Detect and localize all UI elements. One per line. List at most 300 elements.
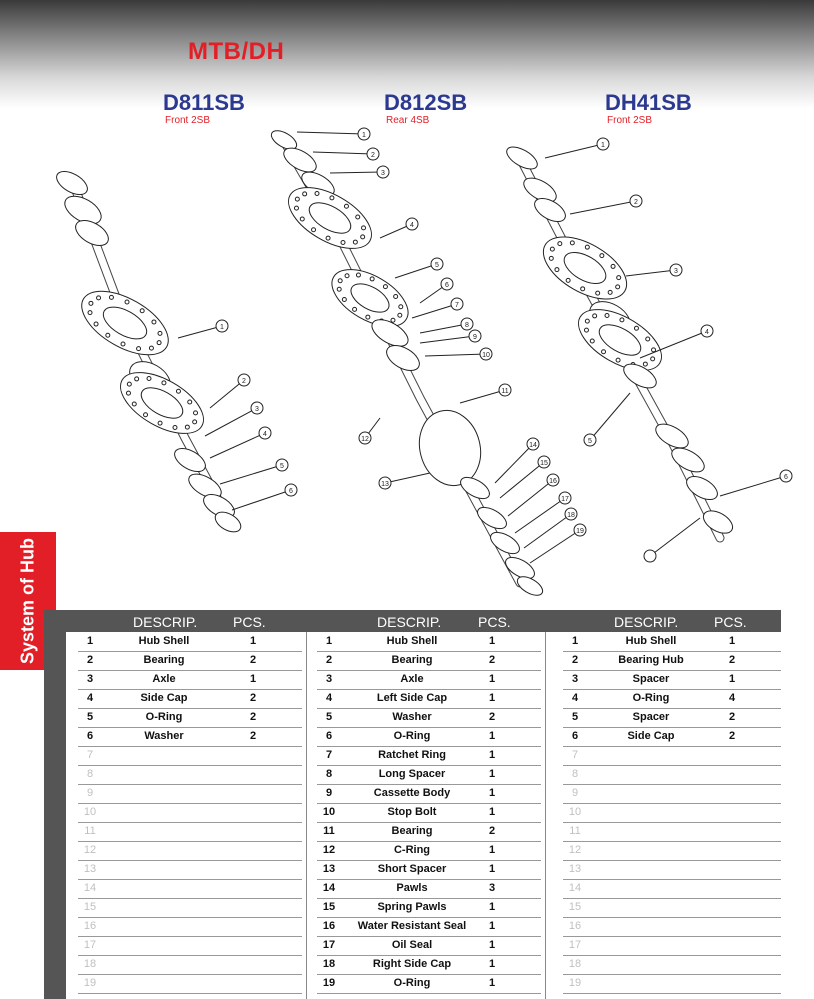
part-description: Spacer bbox=[632, 711, 670, 723]
bolt-hole bbox=[570, 241, 574, 245]
callout-leader bbox=[570, 201, 636, 214]
part-number: 10 bbox=[83, 806, 97, 818]
callout-leader bbox=[460, 390, 505, 403]
part-number: 16 bbox=[83, 920, 97, 932]
part-description: Spring Pawls bbox=[377, 901, 447, 913]
callout-number: 3 bbox=[674, 268, 678, 275]
table-row bbox=[563, 974, 781, 994]
bolt-hole bbox=[157, 341, 161, 345]
part-number: 19 bbox=[568, 977, 582, 989]
table-row bbox=[563, 784, 781, 804]
part-number: 19 bbox=[83, 977, 97, 989]
bolt-hole bbox=[88, 311, 92, 315]
bolt-hole bbox=[356, 273, 360, 277]
bolt-hole bbox=[361, 235, 365, 239]
part-pcs: 1 bbox=[488, 863, 496, 875]
col-header-pcs: PCS. bbox=[714, 614, 747, 630]
table-row bbox=[78, 974, 302, 994]
part-pcs: 1 bbox=[488, 920, 496, 932]
callout-number: 19 bbox=[576, 528, 584, 535]
bolt-hole bbox=[173, 426, 177, 430]
callout-leader bbox=[220, 465, 282, 484]
part-number: 14 bbox=[322, 882, 336, 894]
bolt-hole bbox=[126, 391, 130, 395]
bolt-hole bbox=[643, 362, 647, 366]
part-number: 14 bbox=[568, 882, 582, 894]
part-number: 8 bbox=[571, 768, 579, 780]
table-row bbox=[78, 746, 302, 766]
callout-leader bbox=[330, 172, 383, 173]
side-tab-label: System of Hub bbox=[17, 537, 38, 665]
model-name: D811SB bbox=[163, 90, 245, 115]
table-row bbox=[78, 860, 302, 880]
table-row bbox=[563, 822, 781, 842]
part-number: 7 bbox=[571, 749, 579, 761]
table-row bbox=[317, 822, 541, 842]
part-pcs: 2 bbox=[249, 692, 257, 704]
bolt-hole bbox=[135, 377, 139, 381]
bolt-hole bbox=[121, 342, 125, 346]
callout-leader bbox=[412, 304, 457, 318]
bolt-hole bbox=[611, 264, 615, 268]
bolt-hole bbox=[125, 300, 129, 304]
part-number: 10 bbox=[568, 806, 582, 818]
part-number: 9 bbox=[325, 787, 333, 799]
part-description: Bearing bbox=[391, 654, 433, 666]
part-pcs: 1 bbox=[488, 901, 496, 913]
col-header-descrip: DESCRIP. bbox=[614, 614, 679, 630]
bolt-hole bbox=[147, 376, 151, 380]
table-row bbox=[78, 632, 302, 652]
callout-number: 18 bbox=[567, 512, 575, 519]
part-number: 13 bbox=[568, 863, 582, 875]
part-pcs: 2 bbox=[249, 654, 257, 666]
callout-leader bbox=[205, 408, 257, 436]
part-description: Oil Seal bbox=[391, 939, 433, 951]
part-number: 8 bbox=[325, 768, 333, 780]
col-header-pcs: PCS. bbox=[233, 614, 266, 630]
table-row bbox=[317, 860, 541, 880]
cassette-body bbox=[411, 404, 489, 493]
bolt-hole bbox=[137, 347, 141, 351]
part-number: 12 bbox=[83, 844, 97, 856]
part-number: 9 bbox=[86, 787, 94, 799]
diagram-dh41sb bbox=[503, 138, 792, 562]
part-description: Water Resistant Seal bbox=[357, 920, 467, 932]
table-row bbox=[317, 632, 541, 652]
bolt-hole bbox=[300, 217, 304, 221]
bolt-hole bbox=[602, 350, 606, 354]
bolt-hole bbox=[399, 305, 403, 309]
bolt-hole bbox=[600, 254, 604, 258]
bolt-hole bbox=[294, 206, 298, 210]
bolt-hole bbox=[295, 197, 299, 201]
bolt-hole bbox=[605, 313, 609, 317]
callout-circle bbox=[644, 550, 656, 562]
bolt-hole bbox=[345, 274, 349, 278]
callout-number: 8 bbox=[465, 322, 469, 329]
bolt-hole bbox=[549, 256, 553, 260]
bolt-hole bbox=[158, 421, 162, 425]
bolt-hole bbox=[193, 420, 197, 424]
table-divider bbox=[306, 632, 307, 999]
part-pcs: 1 bbox=[488, 635, 496, 647]
part-number: 2 bbox=[86, 654, 94, 666]
callout-leader bbox=[210, 380, 244, 408]
part-description: Side Cap bbox=[140, 692, 188, 704]
callout-leader bbox=[210, 433, 265, 458]
table-row bbox=[317, 936, 541, 956]
part-number: 13 bbox=[322, 863, 336, 875]
part-description: Long Spacer bbox=[378, 768, 446, 780]
callout-number: 6 bbox=[445, 282, 449, 289]
table-row bbox=[78, 727, 302, 747]
part-description: Axle bbox=[152, 673, 176, 685]
part-number: 17 bbox=[322, 939, 336, 951]
table-row bbox=[563, 955, 781, 975]
part-number: 16 bbox=[322, 920, 336, 932]
part-number: 1 bbox=[325, 635, 333, 647]
callout-number: 16 bbox=[549, 478, 557, 485]
table-row bbox=[563, 727, 781, 747]
section-title: MTB/DH bbox=[188, 38, 285, 65]
table-row bbox=[78, 955, 302, 975]
part-number: 7 bbox=[325, 749, 333, 761]
callout-leader bbox=[420, 324, 467, 333]
callout-leader bbox=[232, 490, 291, 510]
callout-leader bbox=[385, 473, 430, 483]
table-row bbox=[317, 803, 541, 823]
table-row bbox=[78, 822, 302, 842]
bolt-hole bbox=[616, 358, 620, 362]
table-row bbox=[317, 974, 541, 994]
part-pcs: 3 bbox=[488, 882, 496, 894]
table-row bbox=[78, 917, 302, 937]
callout-leader bbox=[530, 530, 580, 563]
callout-number: 6 bbox=[784, 474, 788, 481]
bolt-hole bbox=[391, 318, 395, 322]
bolt-hole bbox=[341, 241, 345, 245]
part-number: 12 bbox=[568, 844, 582, 856]
callout-number: 3 bbox=[381, 170, 385, 177]
part-description: Bearing bbox=[143, 654, 185, 666]
part-description: Cassette Body bbox=[373, 787, 451, 799]
callout-number: 6 bbox=[289, 488, 293, 495]
bolt-hole bbox=[89, 301, 93, 305]
callout-leader bbox=[545, 144, 603, 158]
part-number: 15 bbox=[568, 901, 582, 913]
part-pcs: 2 bbox=[728, 730, 736, 742]
table-row bbox=[563, 917, 781, 937]
part-description: Ratchet Ring bbox=[378, 749, 446, 761]
bolt-hole bbox=[149, 346, 153, 350]
bolt-hole bbox=[585, 319, 589, 323]
callout-number: 15 bbox=[540, 460, 548, 467]
bolt-hole bbox=[646, 337, 650, 341]
table-row bbox=[78, 841, 302, 861]
callout-leader bbox=[524, 514, 571, 548]
part-number: 4 bbox=[571, 692, 579, 704]
part-description: Bearing bbox=[391, 825, 433, 837]
callout-number: 9 bbox=[473, 334, 477, 341]
table-row bbox=[563, 879, 781, 899]
part-number: 18 bbox=[322, 958, 336, 970]
callout-number: 17 bbox=[561, 496, 569, 503]
part-description: Axle bbox=[400, 673, 424, 685]
bolt-hole bbox=[127, 382, 131, 386]
part-number: 18 bbox=[83, 958, 97, 970]
table-row bbox=[317, 841, 541, 861]
callout-leader bbox=[297, 132, 364, 134]
bolt-hole bbox=[651, 357, 655, 361]
table-row bbox=[563, 746, 781, 766]
bolt-hole bbox=[634, 326, 638, 330]
part-description: Short Spacer bbox=[377, 863, 447, 875]
part-number: 11 bbox=[569, 825, 581, 837]
bolt-hole bbox=[315, 191, 319, 195]
diagram-d811sb bbox=[53, 167, 297, 536]
table-row bbox=[78, 670, 302, 690]
bolt-hole bbox=[616, 285, 620, 289]
part-pcs: 1 bbox=[488, 692, 496, 704]
bolt-hole bbox=[353, 307, 357, 311]
table-row bbox=[78, 879, 302, 899]
part-pcs: 1 bbox=[728, 635, 736, 647]
part-number: 1 bbox=[571, 635, 579, 647]
bolt-hole bbox=[162, 381, 166, 385]
part-number: 5 bbox=[325, 711, 333, 723]
table-row bbox=[317, 784, 541, 804]
table-row bbox=[78, 689, 302, 709]
bolt-hole bbox=[383, 285, 387, 289]
callout-number: 11 bbox=[501, 388, 509, 395]
table-row bbox=[317, 898, 541, 918]
table-row bbox=[317, 765, 541, 785]
bolt-hole bbox=[596, 291, 600, 295]
part-pcs: 2 bbox=[488, 711, 496, 723]
callout-number: 14 bbox=[529, 442, 537, 449]
part-description: Bearing Hub bbox=[618, 654, 684, 666]
part-pcs: 2 bbox=[488, 654, 496, 666]
bolt-hole bbox=[152, 320, 156, 324]
table-row bbox=[317, 651, 541, 671]
bolt-hole bbox=[617, 276, 621, 280]
table-row bbox=[563, 803, 781, 823]
bolt-hole bbox=[132, 402, 136, 406]
table-row bbox=[317, 727, 541, 747]
bolt-hole bbox=[176, 389, 180, 393]
bolt-hole bbox=[94, 322, 98, 326]
bolt-hole bbox=[144, 413, 148, 417]
callout-number: 4 bbox=[410, 222, 414, 229]
table-row bbox=[317, 670, 541, 690]
part-number: 14 bbox=[83, 882, 97, 894]
bolt-hole bbox=[652, 348, 656, 352]
bolt-hole bbox=[353, 240, 357, 244]
callout-leader bbox=[515, 498, 565, 533]
bolt-hole bbox=[188, 400, 192, 404]
table-left-bar bbox=[44, 610, 66, 999]
part-pcs: 1 bbox=[488, 673, 496, 685]
table-row bbox=[563, 860, 781, 880]
part-description: Hub Shell bbox=[625, 635, 677, 647]
part-pcs: 2 bbox=[728, 711, 736, 723]
table-row bbox=[563, 689, 781, 709]
bolt-hole bbox=[620, 318, 624, 322]
callout-leader bbox=[313, 152, 373, 154]
bolt-hole bbox=[593, 314, 597, 318]
callout-number: 12 bbox=[361, 436, 369, 443]
part-number: 4 bbox=[86, 692, 94, 704]
part-pcs: 1 bbox=[488, 730, 496, 742]
part-number: 1 bbox=[86, 635, 94, 647]
col-header-descrip: DESCRIP. bbox=[133, 614, 198, 630]
table-row bbox=[78, 803, 302, 823]
callout-leader bbox=[720, 476, 786, 496]
bolt-hole bbox=[303, 192, 307, 196]
callout-number: 3 bbox=[255, 406, 259, 413]
bolt-hole bbox=[550, 247, 554, 251]
part-number: 17 bbox=[83, 939, 97, 951]
table-row bbox=[563, 670, 781, 690]
table-row bbox=[78, 784, 302, 804]
callout-leader bbox=[650, 518, 700, 556]
table-row bbox=[317, 689, 541, 709]
part-number: 2 bbox=[571, 654, 579, 666]
part-number: 16 bbox=[568, 920, 582, 932]
part-number: 6 bbox=[86, 730, 94, 742]
part-number: 10 bbox=[322, 806, 336, 818]
part-description: C-Ring bbox=[393, 844, 431, 856]
model-name: DH41SB bbox=[605, 90, 692, 115]
bolt-hole bbox=[158, 331, 162, 335]
callout-number: 7 bbox=[455, 302, 459, 309]
callout-number: 2 bbox=[634, 199, 638, 206]
table-row bbox=[563, 765, 781, 785]
part-number: 15 bbox=[322, 901, 336, 913]
seal-ring bbox=[53, 167, 91, 200]
bolt-hole bbox=[585, 245, 589, 249]
table-row bbox=[563, 841, 781, 861]
part-number: 8 bbox=[86, 768, 94, 780]
part-pcs: 1 bbox=[488, 939, 496, 951]
bolt-hole bbox=[394, 295, 398, 299]
part-description: Right Side Cap bbox=[372, 958, 452, 970]
part-number: 15 bbox=[83, 901, 97, 913]
part-pcs: 2 bbox=[249, 711, 257, 723]
table-divider bbox=[545, 632, 546, 999]
model-subtitle: Rear 4SB bbox=[386, 115, 430, 126]
table-row bbox=[317, 917, 541, 937]
part-pcs: 1 bbox=[249, 673, 257, 685]
bolt-hole bbox=[97, 296, 101, 300]
callout-number: 1 bbox=[220, 324, 224, 331]
part-pcs: 1 bbox=[249, 635, 257, 647]
callout-number: 2 bbox=[242, 378, 246, 385]
bolt-hole bbox=[581, 287, 585, 291]
callout-leader bbox=[626, 270, 676, 276]
part-number: 17 bbox=[568, 939, 582, 951]
table-row bbox=[317, 746, 541, 766]
bolt-hole bbox=[558, 242, 562, 246]
table-row bbox=[563, 936, 781, 956]
part-number: 11 bbox=[84, 825, 96, 837]
bolt-hole bbox=[344, 204, 348, 208]
callout-number: 4 bbox=[263, 431, 267, 438]
callout-number: 1 bbox=[601, 142, 605, 149]
part-description: O-Ring bbox=[393, 730, 431, 742]
part-description: Hub Shell bbox=[386, 635, 438, 647]
table-row bbox=[563, 651, 781, 671]
bolt-hole bbox=[109, 295, 113, 299]
table-row bbox=[78, 765, 302, 785]
bolt-hole bbox=[366, 315, 370, 319]
table-row bbox=[563, 632, 781, 652]
part-number: 13 bbox=[83, 863, 97, 875]
part-number: 6 bbox=[571, 730, 579, 742]
part-description: O-Ring bbox=[145, 711, 183, 723]
callout-number: 13 bbox=[381, 481, 389, 488]
bolt-hole bbox=[185, 425, 189, 429]
part-description: Washer bbox=[144, 730, 184, 742]
part-description: Pawls bbox=[396, 882, 428, 894]
part-pcs: 2 bbox=[488, 825, 496, 837]
table-row bbox=[317, 708, 541, 728]
part-number: 5 bbox=[86, 711, 94, 723]
part-pcs: 1 bbox=[488, 806, 496, 818]
part-description: O-Ring bbox=[393, 977, 431, 989]
table-row bbox=[78, 651, 302, 671]
callout-leader bbox=[495, 444, 533, 483]
callout-number: 2 bbox=[371, 152, 375, 159]
part-number: 9 bbox=[571, 787, 579, 799]
part-number: 12 bbox=[322, 844, 336, 856]
col-header-pcs: PCS. bbox=[478, 614, 511, 630]
part-pcs: 4 bbox=[728, 692, 736, 704]
bolt-hole bbox=[608, 290, 612, 294]
part-pcs: 1 bbox=[488, 787, 496, 799]
callout-number: 5 bbox=[280, 463, 284, 470]
callout-number: 5 bbox=[435, 262, 439, 269]
table-row bbox=[78, 708, 302, 728]
callout-number: 4 bbox=[705, 329, 709, 336]
part-pcs: 1 bbox=[488, 958, 496, 970]
bolt-hole bbox=[140, 309, 144, 313]
part-number: 19 bbox=[322, 977, 336, 989]
part-number: 3 bbox=[571, 673, 579, 685]
model-subtitle: Front 2SB bbox=[607, 115, 653, 126]
part-number: 2 bbox=[325, 654, 333, 666]
bolt-hole bbox=[330, 196, 334, 200]
part-description: Side Cap bbox=[627, 730, 675, 742]
callout-leader bbox=[420, 336, 475, 343]
part-number: 4 bbox=[325, 692, 333, 704]
bolt-hole bbox=[326, 236, 330, 240]
part-description: O-Ring bbox=[632, 692, 670, 704]
table-row bbox=[317, 879, 541, 899]
part-number: 3 bbox=[325, 673, 333, 685]
bolt-hole bbox=[370, 277, 374, 281]
table-row bbox=[78, 898, 302, 918]
part-number: 7 bbox=[86, 749, 94, 761]
table-row bbox=[563, 898, 781, 918]
part-pcs: 1 bbox=[488, 977, 496, 989]
part-description: Hub Shell bbox=[138, 635, 190, 647]
part-pcs: 1 bbox=[728, 673, 736, 685]
part-number: 11 bbox=[323, 825, 335, 837]
part-number: 18 bbox=[568, 958, 582, 970]
bolt-hole bbox=[338, 279, 342, 283]
